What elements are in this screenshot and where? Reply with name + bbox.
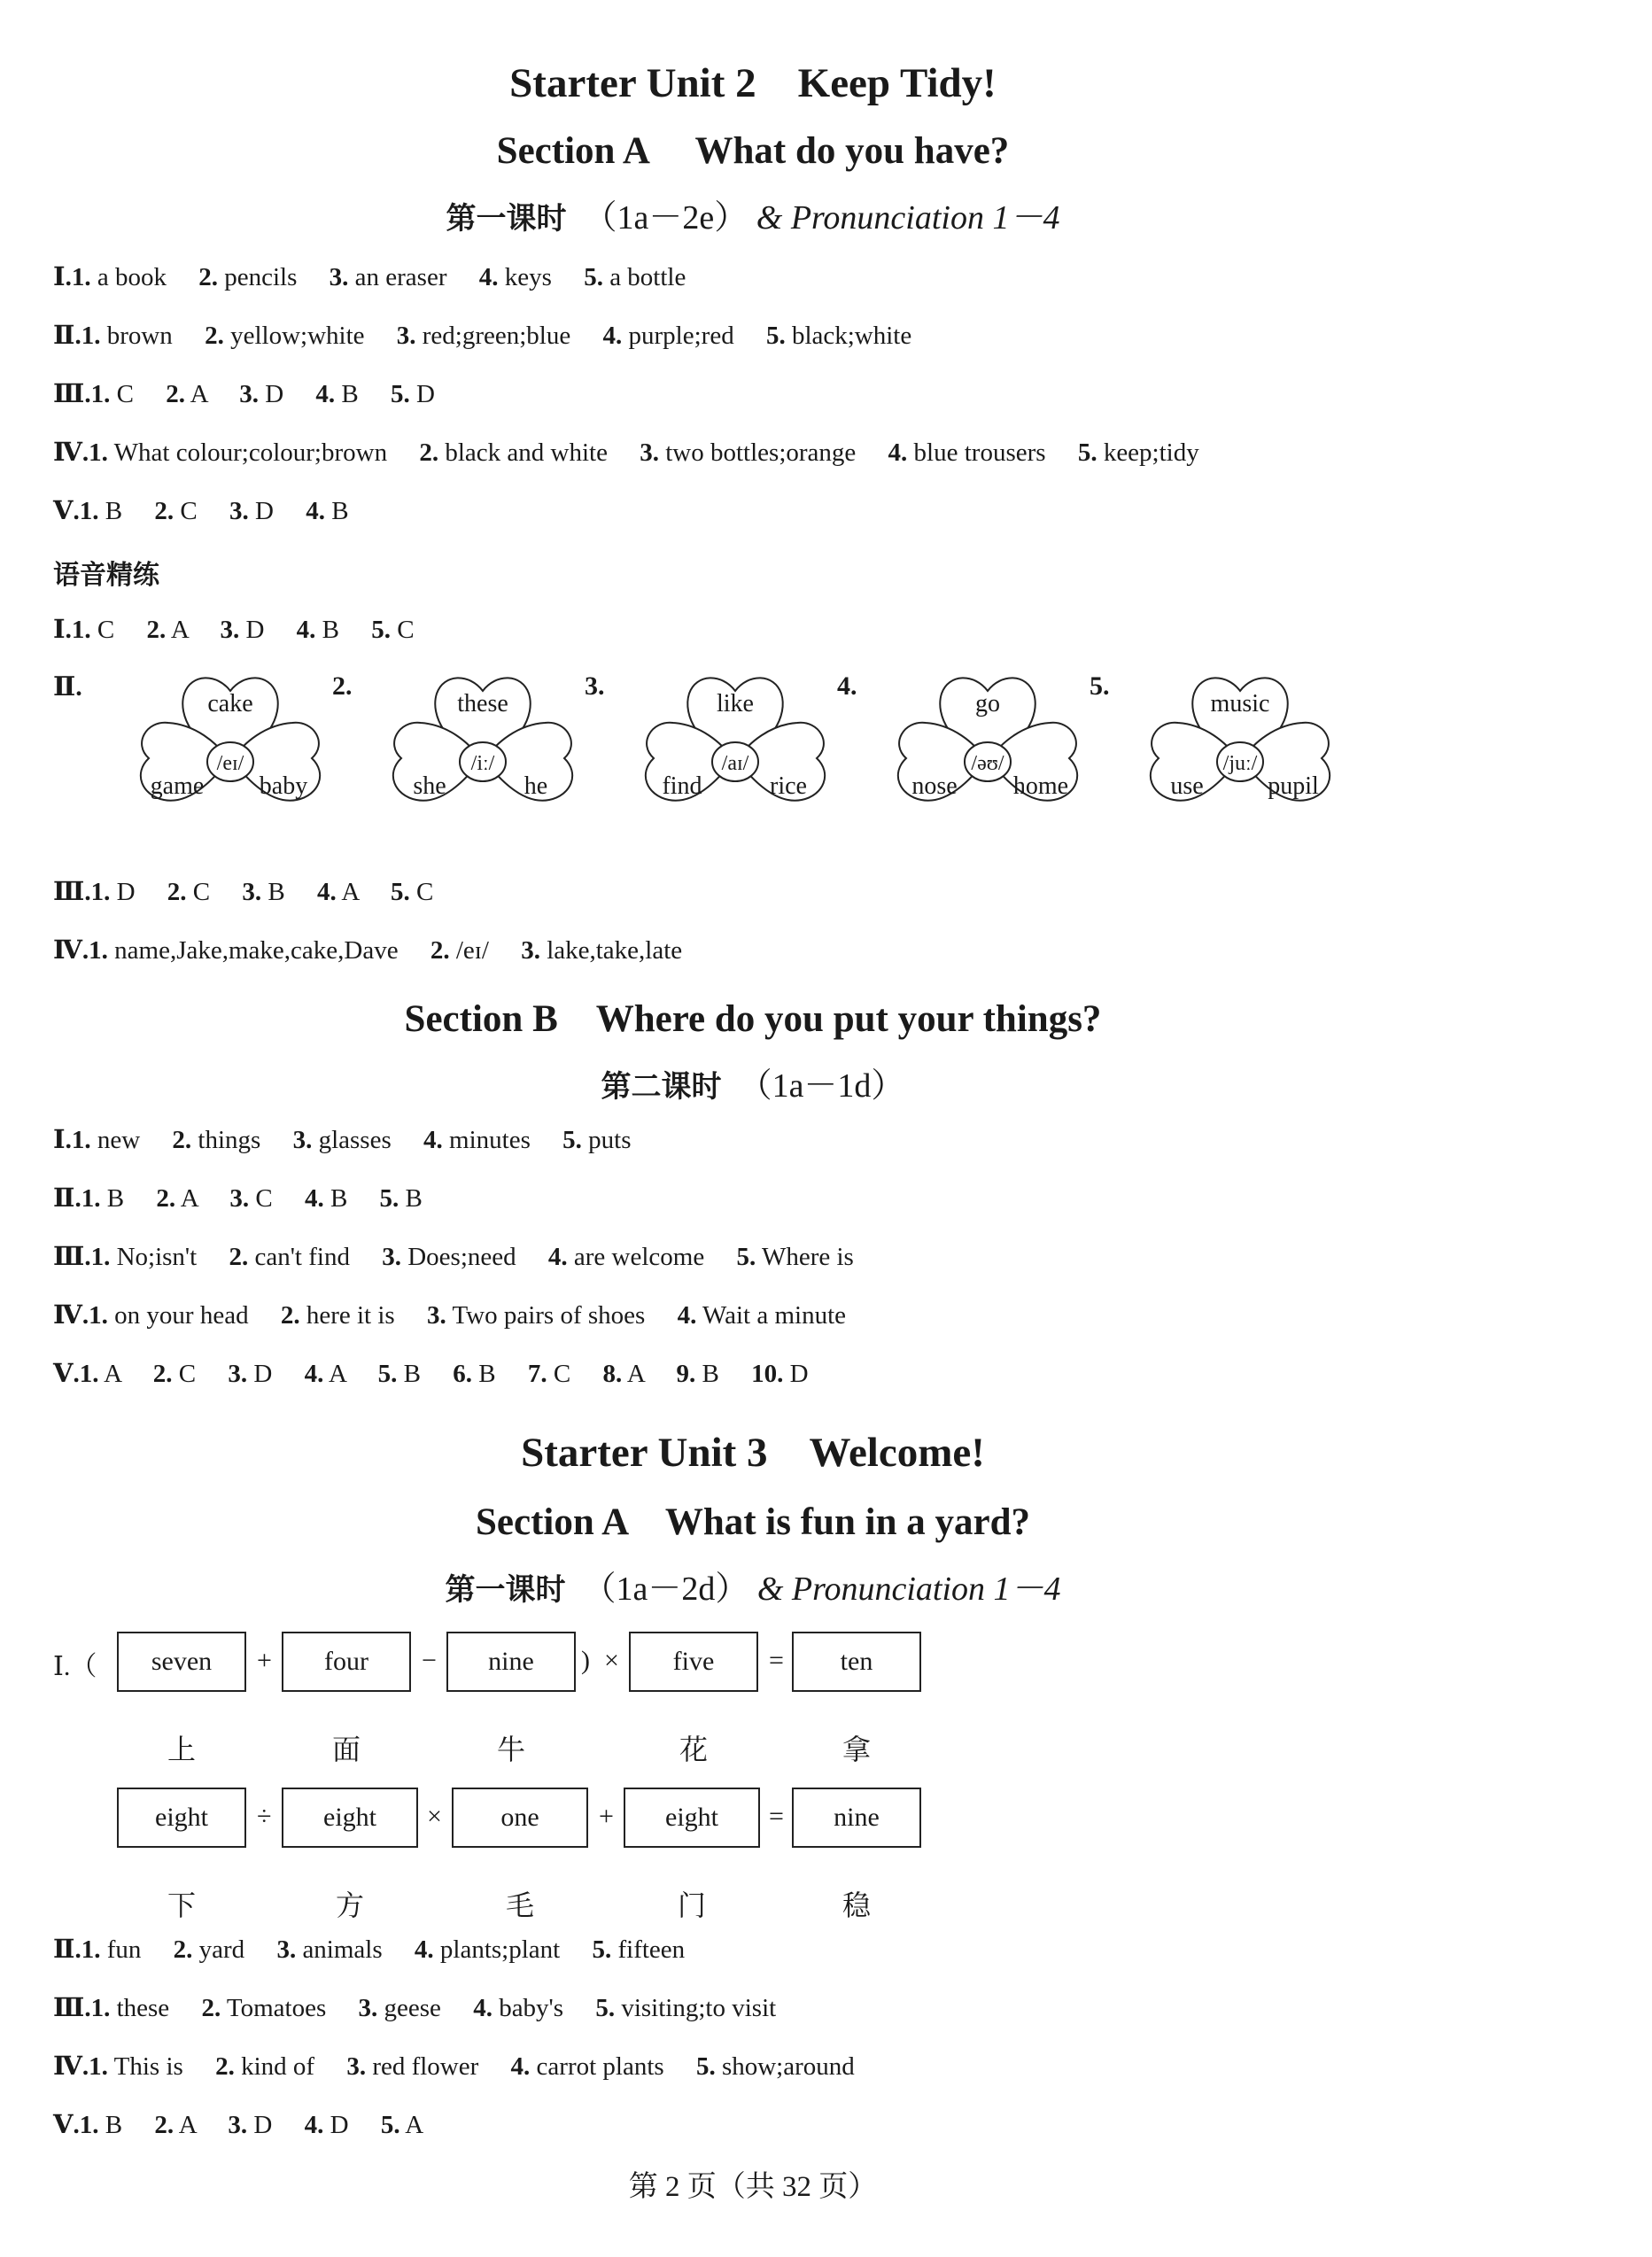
equation-word-box: ten (792, 1632, 921, 1692)
answer-item: 2. things (172, 1126, 261, 1154)
unit2-sectionB-heading: Section B Where do you put your things? (404, 998, 1102, 1040)
question-number: Ⅱ. (53, 1184, 81, 1213)
answer-item: 3. glasses (292, 1126, 392, 1154)
flower-left-word: she (413, 772, 446, 800)
answer-item: 2. C (152, 1360, 197, 1388)
answer-line (53, 1353, 809, 1390)
answer-item: 3. D (220, 616, 265, 644)
equation-chinese-char: 门 (678, 1889, 707, 1922)
flower-right-word: he (524, 772, 548, 800)
answer-line (53, 1988, 776, 2024)
answer-line (53, 491, 349, 527)
answer-item: 1. A (79, 1360, 121, 1388)
flower-number: 4. (837, 671, 857, 701)
question-number: Ⅴ. (53, 1360, 80, 1388)
flower-left-word: use (1170, 772, 1204, 800)
answer-item: 2. Tomatoes (201, 1994, 327, 2022)
answer-line (53, 1120, 631, 1156)
answer-line (53, 1237, 854, 1273)
answer-item: 5. a bottle (584, 263, 686, 291)
phonics-heading: 语音精练 (53, 560, 159, 591)
answer-item: 5. puts (562, 1126, 632, 1154)
answer-item: 3. animals (276, 1935, 383, 1964)
answer-item: 1. name,Jake,make,cake,Dave (89, 936, 399, 965)
answer-item: 5. B (379, 1184, 423, 1213)
answer-item: 2. A (166, 380, 207, 408)
equation-chinese-char: 下 (167, 1889, 197, 1922)
answer-item: 1. No;isn't (90, 1243, 198, 1271)
answer-item: 8. A (602, 1360, 645, 1388)
answer-item: 5. black;white (765, 322, 912, 350)
answer-item: 1. new (71, 1126, 141, 1154)
answer-item: 3. red flower (346, 2052, 479, 2081)
answer-item: 4. B (315, 380, 359, 408)
answer-item: 1. B (79, 497, 123, 525)
answer-item: 5. Where is (736, 1243, 854, 1271)
answer-item: 3. red;green;blue (396, 322, 571, 350)
answer-item: 7. C (527, 1360, 571, 1388)
answer-item: 1. This is (89, 2052, 183, 2081)
answer-item: 4. A (317, 878, 359, 906)
answer-item: 4. minutes (423, 1126, 531, 1154)
answer-item: 3. D (239, 380, 284, 408)
answer-item: 4. keys (478, 263, 552, 291)
answer-item: 1. B (81, 1184, 125, 1213)
answer-item: 2. kind of (215, 2052, 315, 2081)
answer-item: 2. here it is (280, 1301, 395, 1330)
equation-chinese-char: 毛 (506, 1889, 535, 1922)
flower-sound: /iː/ (470, 752, 495, 775)
answer-item: 3. geese (358, 1994, 441, 2022)
equation-operator: = (769, 1646, 784, 1675)
answer-item: 2. C (167, 878, 211, 906)
equation-chinese-char: 花 (679, 1733, 709, 1766)
answer-item: 5. C (391, 878, 434, 906)
answer-line (53, 1295, 846, 1331)
equation-chinese-char: 牛 (497, 1733, 526, 1766)
equation-word-box: one (452, 1788, 588, 1848)
answer-item: 2. can't find (229, 1243, 350, 1271)
answer-line (53, 2105, 423, 2141)
clover-flower (376, 663, 589, 857)
equation-word-box: eight (624, 1788, 760, 1848)
flower-right-word: baby (259, 772, 308, 800)
answer-item: 1. these (90, 1994, 170, 2022)
flower-top-word: like (717, 690, 754, 717)
answer-item: 3. an eraser (329, 263, 447, 291)
question-number: Ⅲ. (53, 380, 91, 408)
equation-operator: − (422, 1646, 437, 1675)
flower-left-word: nose (911, 772, 958, 800)
equation-word-box: nine (446, 1632, 576, 1692)
answer-item: 2. A (154, 2111, 197, 2139)
flower-left-word: game (150, 772, 205, 800)
unit2-lesson2-heading: 第二课时 （1a－1d） (601, 1067, 905, 1105)
question-number: Ⅲ. (53, 1994, 91, 2022)
flower-right-word: home (1012, 772, 1069, 800)
question-number: Ⅱ. (53, 1935, 81, 1964)
answer-item: 2. yard (173, 1935, 245, 1964)
answer-item: 1. fun (81, 1935, 142, 1964)
flower-sound: /aɪ/ (721, 752, 749, 775)
unit2-lesson1-heading: 第一课时 （1a－2e） & Pronunciation 1－4 (446, 199, 1060, 237)
answer-item: 4. B (304, 1184, 348, 1213)
answer-item: 3. C (229, 1184, 273, 1213)
answer-item: 1. C (90, 380, 134, 408)
answer-item: 10. D (751, 1360, 809, 1388)
answer-item: 3. D (229, 497, 274, 525)
clover-flower (1134, 663, 1346, 857)
answer-item: 5. B (377, 1360, 421, 1388)
answer-item: 4. plants;plant (414, 1935, 561, 1964)
answer-item: 3. Does;need (382, 1243, 516, 1271)
equation-operator: × (427, 1802, 442, 1831)
equation-word-box: eight (282, 1788, 418, 1848)
equation-word-box: nine (792, 1788, 921, 1848)
flower-top-word: cake (207, 690, 253, 717)
unit3-sectionA-heading: Section A What is fun in a yard? (475, 1501, 1030, 1543)
page-footer: 第 2 页（共 32 页） (628, 2171, 878, 2203)
answer-item: 4. B (296, 616, 340, 644)
answer-item: 2. A (156, 1184, 198, 1213)
answer-item: 6. B (453, 1360, 496, 1388)
answer-item: 4. baby's (473, 1994, 564, 2022)
clover-flower (881, 663, 1094, 857)
flower-sound: /əʊ/ (971, 752, 1004, 775)
flower-right-word: pupil (1268, 772, 1319, 800)
answer-item: 1. B (79, 2111, 123, 2139)
answer-item: 2. pencils (198, 263, 298, 291)
equation-chinese-char: 方 (336, 1889, 365, 1922)
answer-item: 2. /eɪ/ (430, 936, 489, 965)
equation-operator: = (769, 1802, 784, 1831)
equation-chinese-char: 拿 (842, 1733, 872, 1766)
answer-item: 3. Two pairs of shoes (426, 1301, 646, 1330)
equation-word-box: seven (117, 1632, 246, 1692)
answer-item: 5. D (391, 380, 435, 408)
answer-line (53, 315, 911, 352)
answer-item: 2. yellow;white (205, 322, 365, 350)
equation-chinese-char: 上 (167, 1733, 197, 1766)
question-number: Ⅲ. (53, 878, 91, 906)
question-number: Ⅰ. (53, 1126, 72, 1154)
unit3-lesson1-heading: 第一课时 （1a－2d） & Pronunciation 1－4 (445, 1571, 1061, 1608)
answer-item: 4. D (304, 2111, 349, 2139)
answer-item: 4. B (306, 497, 349, 525)
answer-item: 1. brown (81, 322, 173, 350)
answer-item: 4. blue trousers (888, 438, 1046, 467)
answer-item: 1. What colour;colour;brown (89, 438, 388, 467)
question-number: Ⅴ. (53, 2111, 80, 2139)
clover-flower (124, 663, 337, 857)
question-number: Ⅲ. (53, 1243, 91, 1271)
answer-item: 3. B (242, 878, 285, 906)
question-number: Ⅴ. (53, 497, 80, 525)
answer-item: 3. lake,take,late (521, 936, 683, 965)
answer-item: 9. B (676, 1360, 719, 1388)
equation-word-box: eight (117, 1788, 246, 1848)
answer-item: 2. C (154, 497, 198, 525)
answer-line (53, 1178, 423, 1214)
unit3-title: Starter Unit 3 Welcome! (521, 1430, 985, 1476)
question-number: Ⅰ. (53, 616, 72, 644)
answer-item: 5. A (380, 2111, 424, 2139)
answer-line (53, 872, 433, 908)
flower-number: 2. (332, 671, 353, 701)
answer-item: 5. fifteen (592, 1935, 686, 1964)
flower-number: 3. (585, 671, 605, 701)
answer-item: 1. on your head (89, 1301, 249, 1330)
answer-item: 1. C (71, 616, 115, 644)
answer-item: 2. A (146, 616, 189, 644)
equation-prefix: Ⅰ.（ (53, 1652, 97, 1681)
question-number: Ⅳ. (53, 936, 89, 965)
equation-chinese-char: 稳 (842, 1889, 872, 1922)
unit2-title: Starter Unit 2 Keep Tidy! (509, 60, 997, 106)
question-number: Ⅳ. (53, 1301, 89, 1330)
unit2-sectionA-heading: Section A What do you have? (496, 130, 1010, 172)
equation-operator: × (604, 1646, 619, 1675)
answer-item: 5. visiting;to visit (595, 1994, 777, 2022)
answer-item: 3. two bottles;orange (640, 438, 857, 467)
answer-item: 5. show;around (695, 2052, 855, 2081)
answer-line (53, 432, 1199, 469)
answer-item: 5. C (371, 616, 415, 644)
answer-line (53, 1929, 685, 1966)
answer-item: 3. D (228, 1360, 273, 1388)
answer-item: 4. Wait a minute (677, 1301, 847, 1330)
clover-flower (629, 663, 842, 857)
answer-item: 3. D (228, 2111, 273, 2139)
answer-item: 4. are welcome (547, 1243, 705, 1271)
answer-item: 5. keep;tidy (1077, 438, 1199, 467)
flower-left-word: find (662, 772, 702, 800)
flower-sound: /juː/ (1222, 752, 1258, 775)
answer-line (53, 2046, 855, 2082)
flower-right-word: rice (770, 772, 807, 800)
answer-line (53, 609, 415, 646)
equation-word-box: five (629, 1632, 758, 1692)
answer-item: 4. A (304, 1360, 346, 1388)
flower-top-word: music (1210, 690, 1270, 717)
answer-item: 1. a book (71, 263, 167, 291)
equation-operator: ) (581, 1646, 590, 1675)
answer-item: 2. black and white (419, 438, 608, 467)
question-number: Ⅱ. (53, 322, 81, 350)
answer-item: 4. purple;red (602, 322, 734, 350)
phonics-part2-num: Ⅱ. (53, 672, 82, 702)
equation-operator: + (599, 1802, 614, 1831)
flower-number: 5. (1090, 671, 1110, 701)
flower-sound: /eɪ/ (216, 752, 244, 775)
answer-line (53, 374, 435, 410)
answer-item: 4. carrot plants (510, 2052, 664, 2081)
equation-operator: ÷ (257, 1802, 272, 1831)
equation-operator: + (257, 1646, 272, 1675)
answer-line (53, 930, 682, 966)
flower-top-word: go (975, 690, 1000, 717)
answer-item: 1. D (90, 878, 136, 906)
question-number: Ⅰ. (53, 263, 72, 291)
flower-top-word: these (457, 690, 508, 717)
question-number: Ⅳ. (53, 2052, 89, 2081)
answer-line (53, 257, 686, 293)
equation-chinese-char: 面 (332, 1733, 361, 1766)
equation-word-box: four (282, 1632, 411, 1692)
question-number: Ⅳ. (53, 438, 89, 467)
